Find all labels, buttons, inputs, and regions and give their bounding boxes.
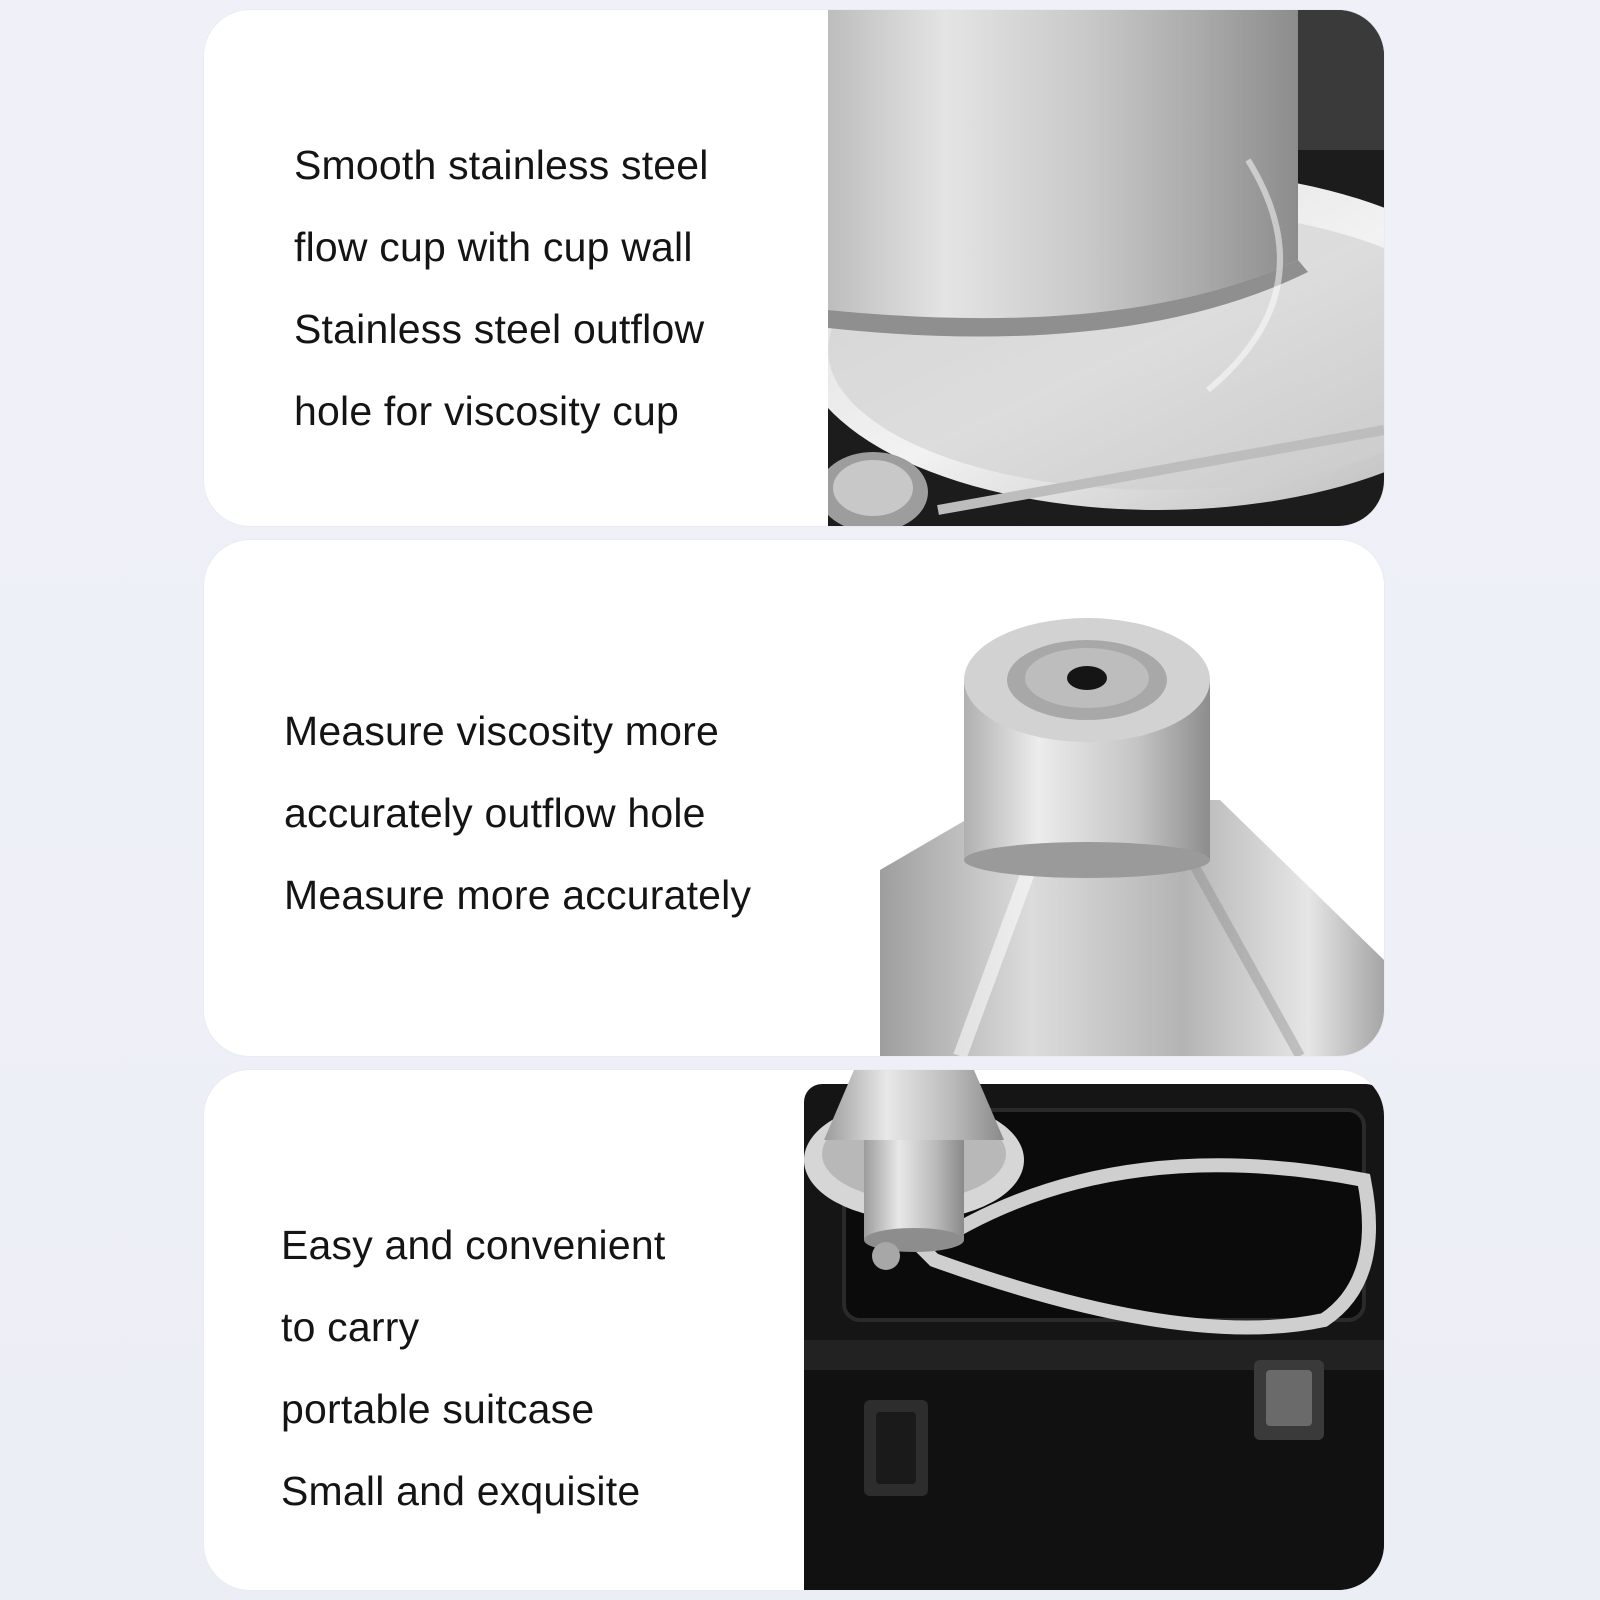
suitcase-photo bbox=[804, 1070, 1384, 1590]
feature-card-cup-wall bbox=[204, 10, 1384, 526]
feature-card-suitcase bbox=[204, 1070, 1384, 1590]
feature-line: to carry bbox=[281, 1304, 420, 1350]
feature-line: accurately outflow hole bbox=[284, 790, 706, 836]
feature-line: Easy and convenient bbox=[281, 1222, 666, 1268]
feature-card-outflow-hole bbox=[204, 540, 1384, 1056]
feature-line: Measure more accurately bbox=[284, 872, 752, 918]
feature-line: flow cup with cup wall bbox=[294, 224, 693, 270]
feature-line: Stainless steel outflow bbox=[294, 306, 705, 352]
stainless-cup-wall-photo bbox=[828, 10, 1384, 526]
feature-line: Measure viscosity more bbox=[284, 708, 720, 754]
outflow-hole-photo bbox=[880, 540, 1384, 1056]
feature-line: hole for viscosity cup bbox=[294, 388, 679, 434]
feature-text-cup-wall bbox=[294, 124, 709, 452]
feature-line: Small and exquisite bbox=[281, 1468, 641, 1514]
feature-line: Smooth stainless steel bbox=[294, 142, 709, 188]
feature-text-outflow-hole bbox=[284, 690, 751, 936]
feature-line: portable suitcase bbox=[281, 1386, 595, 1432]
feature-text-suitcase bbox=[281, 1204, 665, 1532]
